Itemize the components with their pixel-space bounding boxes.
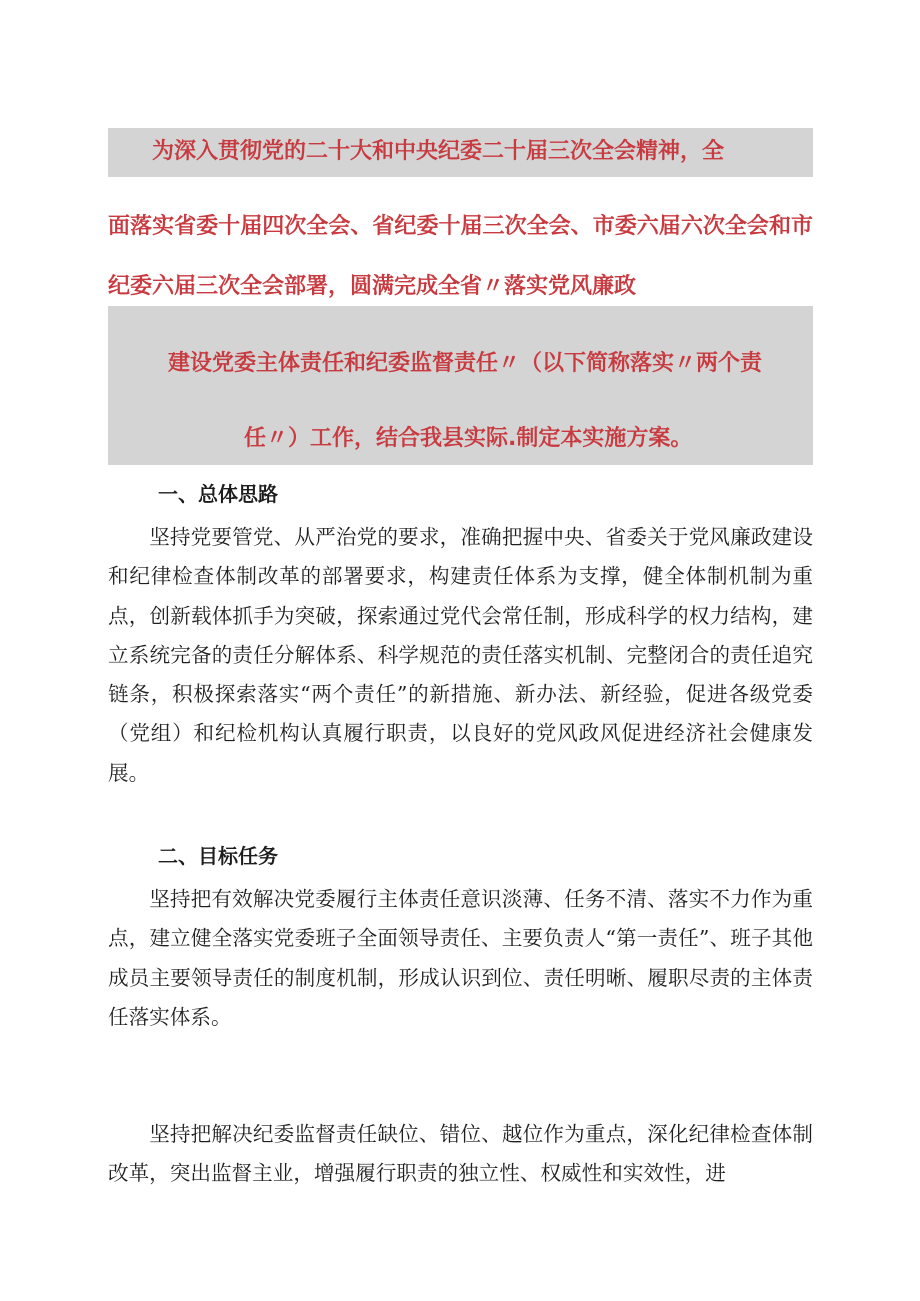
body-paragraph: 坚持把解决纪委监督责任缺位、错位、越位作为重点，深化纪律检查体制改革，突出监督主业，增强履行职责的独立性、权威性和实效性，进 — [108, 1122, 813, 1186]
intro-line: 任〃）工作，结合我县实际.制定本实施方案。 — [244, 426, 693, 451]
intro-line: 面落实省委十届四次全会、省纪委十届三次全会、市委六届六次全会和市 — [108, 214, 813, 239]
body-paragraph: 坚持党要管党、从严治党的要求，准确把握中央、省委关于党风廉政建设和纪律检查体制改革的部署要求，构建责任体系为支撑，健全体制机制为重点，创新载体抓手为突破，探索通过党代会常任制，形成科学的权力结构，建立系统完备的责任分解体系、科学规范的责任落实机制、完整闭合的责任追究链条，积极探索落实“两个责任”的新措施、新办法、新经验，促进各级党委（党组）和纪检机构认真履行职责，以良好的党风政风促进经济社会健康发展。 — [108, 525, 813, 785]
section-heading: 一、总体思路 — [158, 482, 278, 506]
intro-line: 建设党委主体责任和纪委监督责任〃（以下简称落实〃两个责 — [168, 351, 763, 376]
section-heading: 二、目标任务 — [158, 844, 278, 868]
intro-line: 为深入贯彻党的二十大和中央纪委二十届三次全会精神，全 — [152, 139, 725, 164]
intro-line: 纪委六届三次全会部署，圆满完成全省〃落实党风廉政 — [108, 274, 637, 299]
body-paragraph: 坚持把有效解决党委履行主体责任意识淡薄、任务不清、落实不力作为重点，建立健全落实党委班子全面领导责任、主要负责人“第一责任”、班子其他成员主要领导责任的制度机制，形成认识到位、责任明晰、履职尽责的主体责任落实体系。 — [108, 887, 813, 1029]
